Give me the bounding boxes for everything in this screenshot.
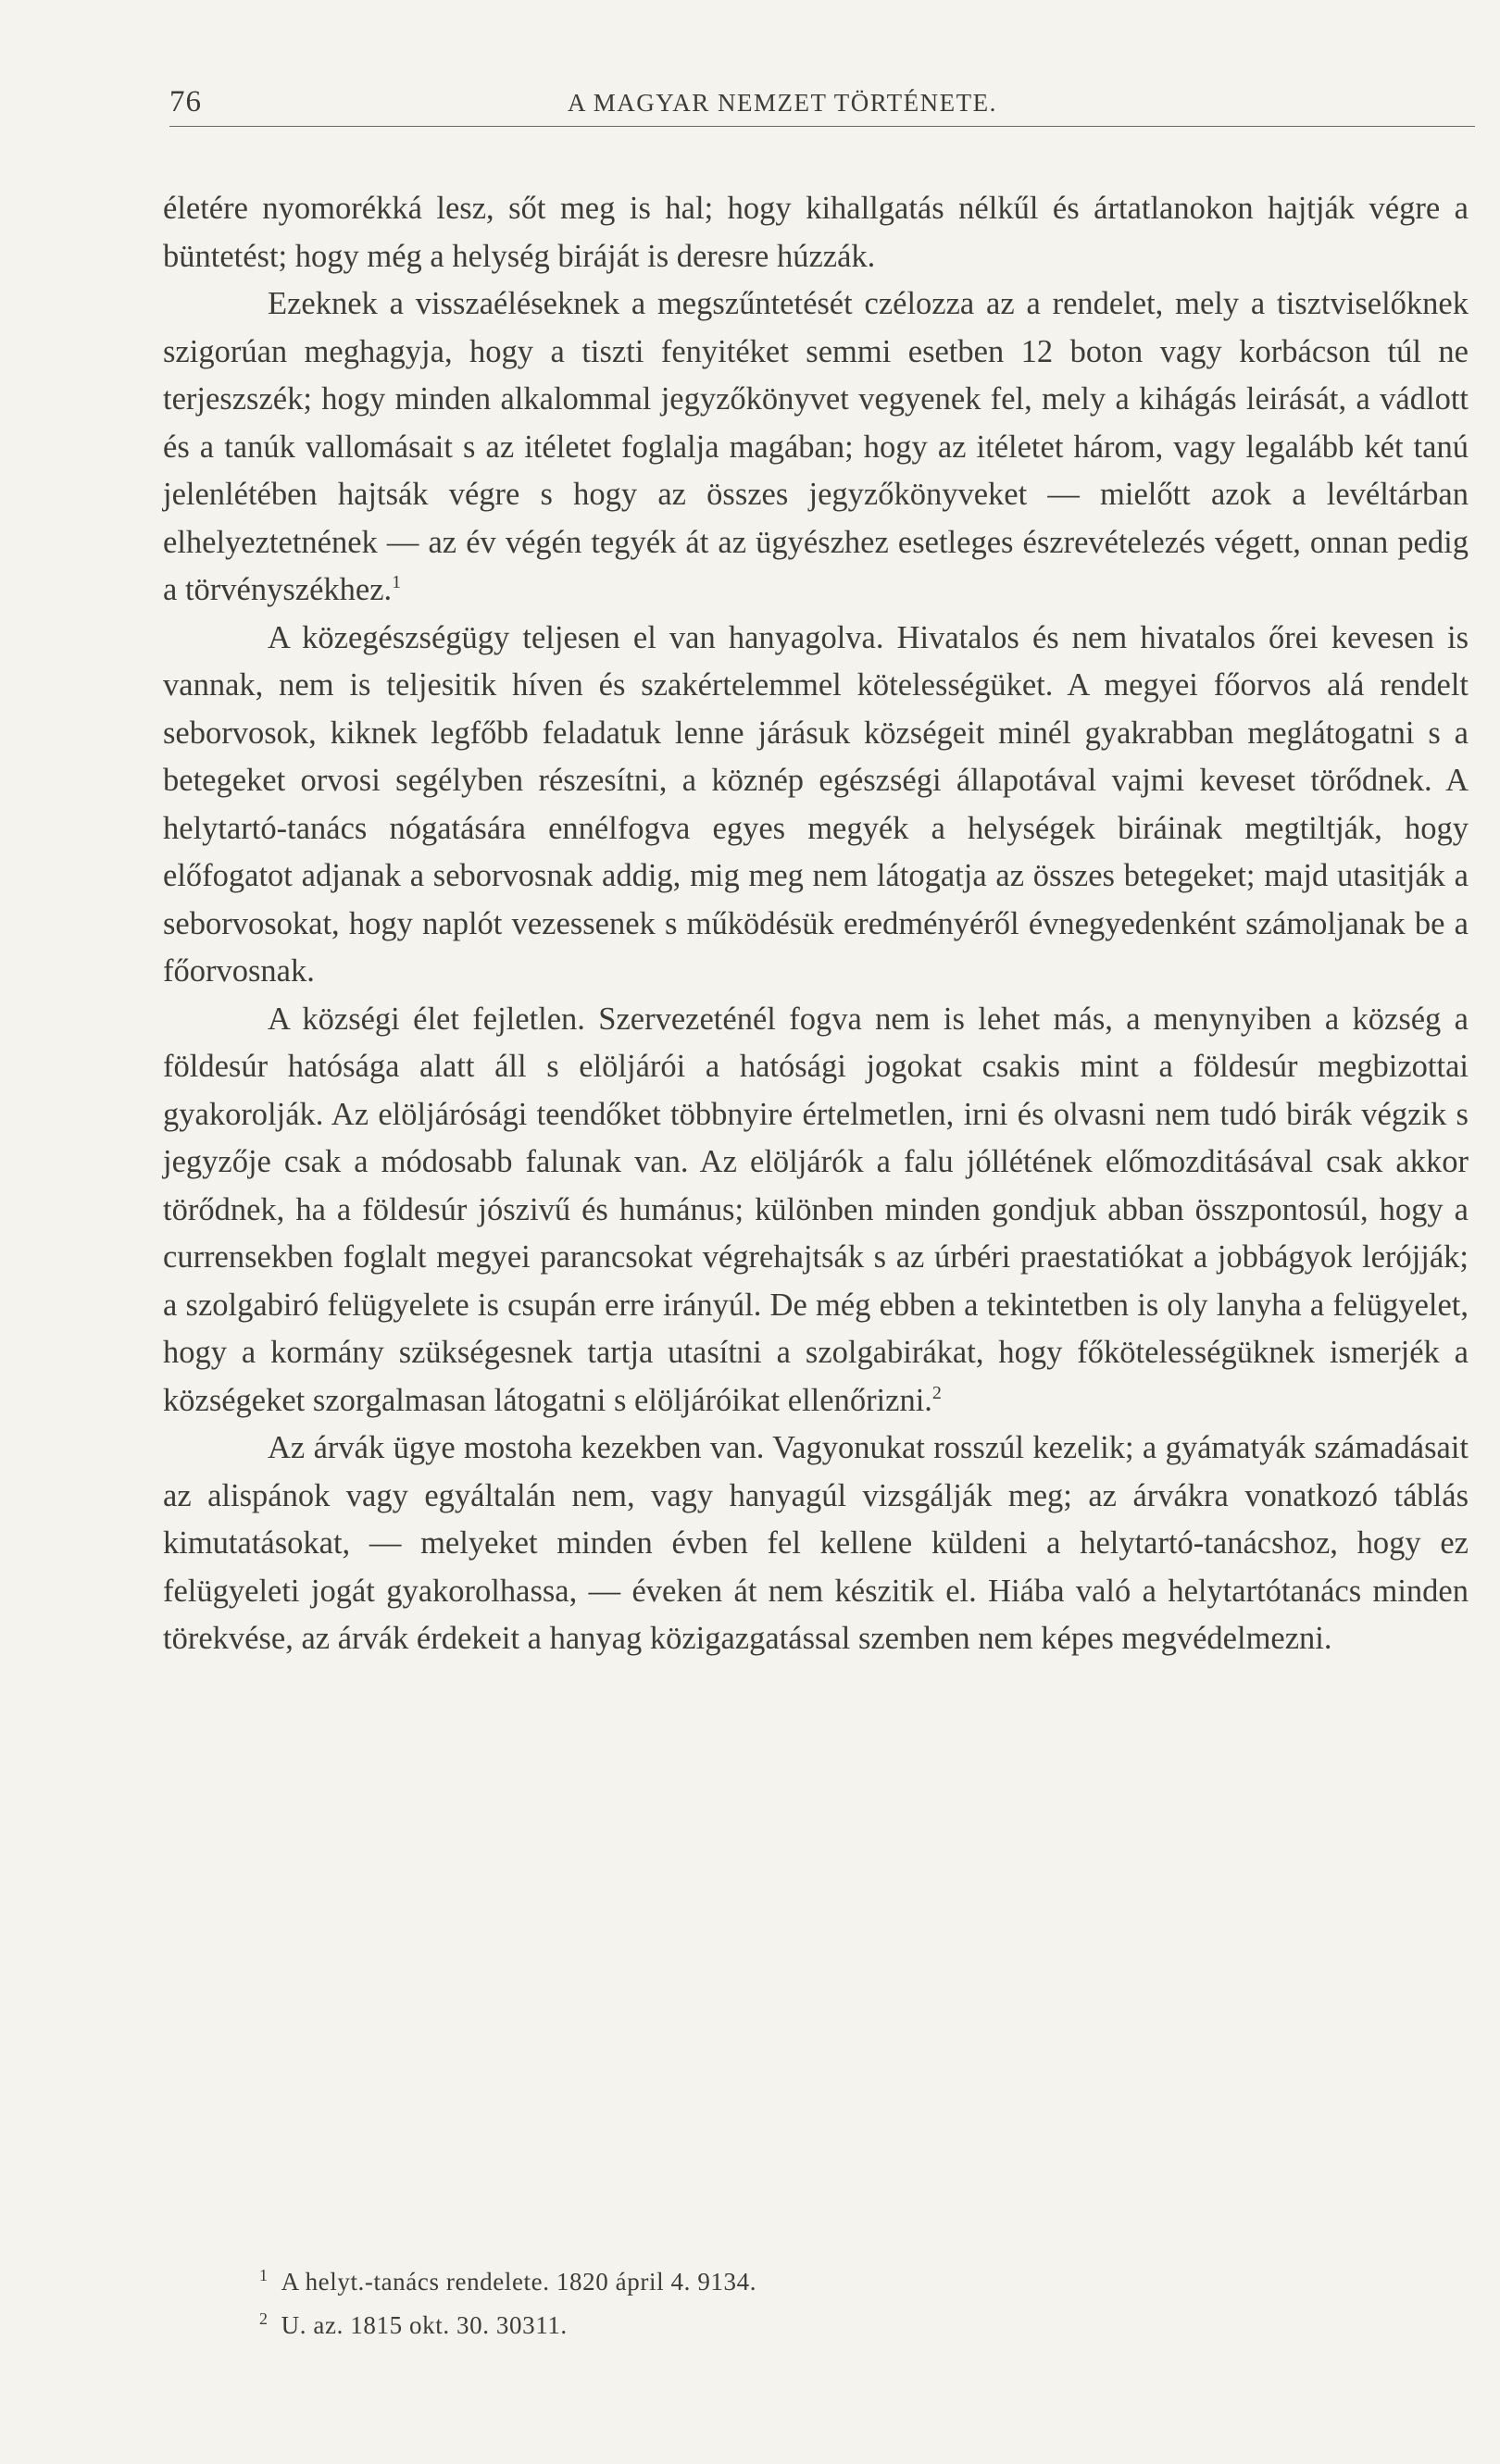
footnote-mark: 2 <box>259 2309 269 2328</box>
paragraph-orphans <box>163 1425 1469 1663</box>
paragraph-text: Az árvák ügye mostoha kezekben van. Vagyonukat rosszúl kezelik; a gyámatyák számadásait az alispánok vagy egyáltalán nem, vagy hanyagúl vizsgálják meg; az árvákra vonatkozó táblás kimutatásokat, — melyeket minden évben fel kellene küldeni a helytartó-tanácshoz, hogy ez felügyeleti jogát gyakorolhassa, — éveken át nem készitik el. Hiába való a helytartótanács minden törekvése, az árvák érdekeit a hanyag közigazgatással szemben nem képes megvédelmezni. <box>163 1430 1469 1656</box>
page-number: 76 <box>169 85 202 118</box>
paragraph-continued <box>163 185 1469 280</box>
paragraph-public-health <box>163 615 1469 996</box>
footnote-ref: 2 <box>931 1382 942 1403</box>
footnotes <box>259 2257 1407 2344</box>
footnote <box>259 2300 1407 2344</box>
body-text <box>163 185 1469 1663</box>
footnote-text: A helyt.-tanács rendelete. 1820 ápril 4. 9134. <box>281 2268 757 2296</box>
footnote <box>259 2257 1407 2300</box>
paragraph-text: életére nyomorékká lesz, sőt meg is hal; hogy kihallgatás nélkűl és ártatlanokon hajtják végre a büntetést; hogy még a helység biráját is deresre húzzák. <box>163 191 1469 274</box>
paragraph-text: A községi élet fejletlen. Szervezeténél fogva nem is lehet más, a menynyiben a község a földesúr hatósága alatt áll s elöljárói a hatósági jogokat csakis mint a földesúr megbizottai gyakorolják. Az elöljárósági teendőket többnyire értelmetlen, irni és olvasni nem tudó birák végzik s jegyzője csak a módosabb falunak van. Az elöljárók a falu jóllétének előmozditásával csak akkor törődnek, ha a földesúr jószivű és humánus; különben minden gondjuk abban összpontosúl, hogy a currensekben foglalt megyei parancsokat végrehajtsák s az úrbéri praestatiókat a jobbágyok lerójják; a szolgabiró felügyelete is csupán erre irányúl. De még ebben a tekintetben is oly lanyha a felügyelet, hogy a kormány szükségesnek tartja utasítni a szolgabirákat, hogy főkötelességüknek ismerjék a községeket szorgalmasan látogatni s elöljáróikat ellenőrizni. <box>163 1001 1469 1418</box>
footnote-mark: 1 <box>259 2266 269 2284</box>
paragraph-decree <box>163 280 1469 615</box>
paragraph-text: A közegészségügy teljesen el van hanyagolva. Hivatalos és nem hivatalos őrei kevesen is vannak, nem is teljesitik híven és szakértelemmel kötelességüket. A megyei főorvos alá rendelt seborvosok, kiknek legfőbb feladatuk lenne járásuk községeit minél gyakrabban meglátogatni s a betegeket orvosi segélyben részesítni, a köznép egészségi állapotával vajmi keveset törődnek. A helytartó-tanács nógatására ennélfogva egyes megyék a helységek biráinak megtiltják, hogy előfogatot adjanak a seborvosnak addig, mig meg nem látogatja az összes betegeket; majd utasitják a seborvosokat, hogy naplót vezessenek s működésük eredményéről évnegyedenként számoljanak be a főorvosnak. <box>163 619 1469 989</box>
footnote-ref: 1 <box>392 572 402 592</box>
footnote-text: U. az. 1815 okt. 30. 30311. <box>281 2311 568 2339</box>
paragraph-municipal-life <box>163 996 1469 1425</box>
running-title: A MAGYAR NEMZET TÖRTÉNETE. <box>568 89 997 117</box>
running-header <box>169 85 1475 127</box>
paragraph-text: Ezeknek a visszaéléseknek a megszűntetését czélozza az a rendelet, mely a tisztviselőknek szigorúan meghagyja, hogy a tiszti fenyitéket semmi esetben 12 boton vagy korbácson túl ne terjeszszék; hogy minden alkalommal jegyzőkönyvet vegyenek fel, mely a kihágás leirását, a vádlott és a tanúk vallomásait s az itéletet foglalja magában; hogy az itéletet három, vagy legalább két tanú jelenlétében hajtsák végre s hogy az összes jegyzőkönyveket — mielőtt azok a levéltárban elhelyeztetnének — az év végén tegyék át az ügyészhez esetleges észrevételezés végett, onnan pedig a törvényszékhez. <box>163 286 1469 607</box>
